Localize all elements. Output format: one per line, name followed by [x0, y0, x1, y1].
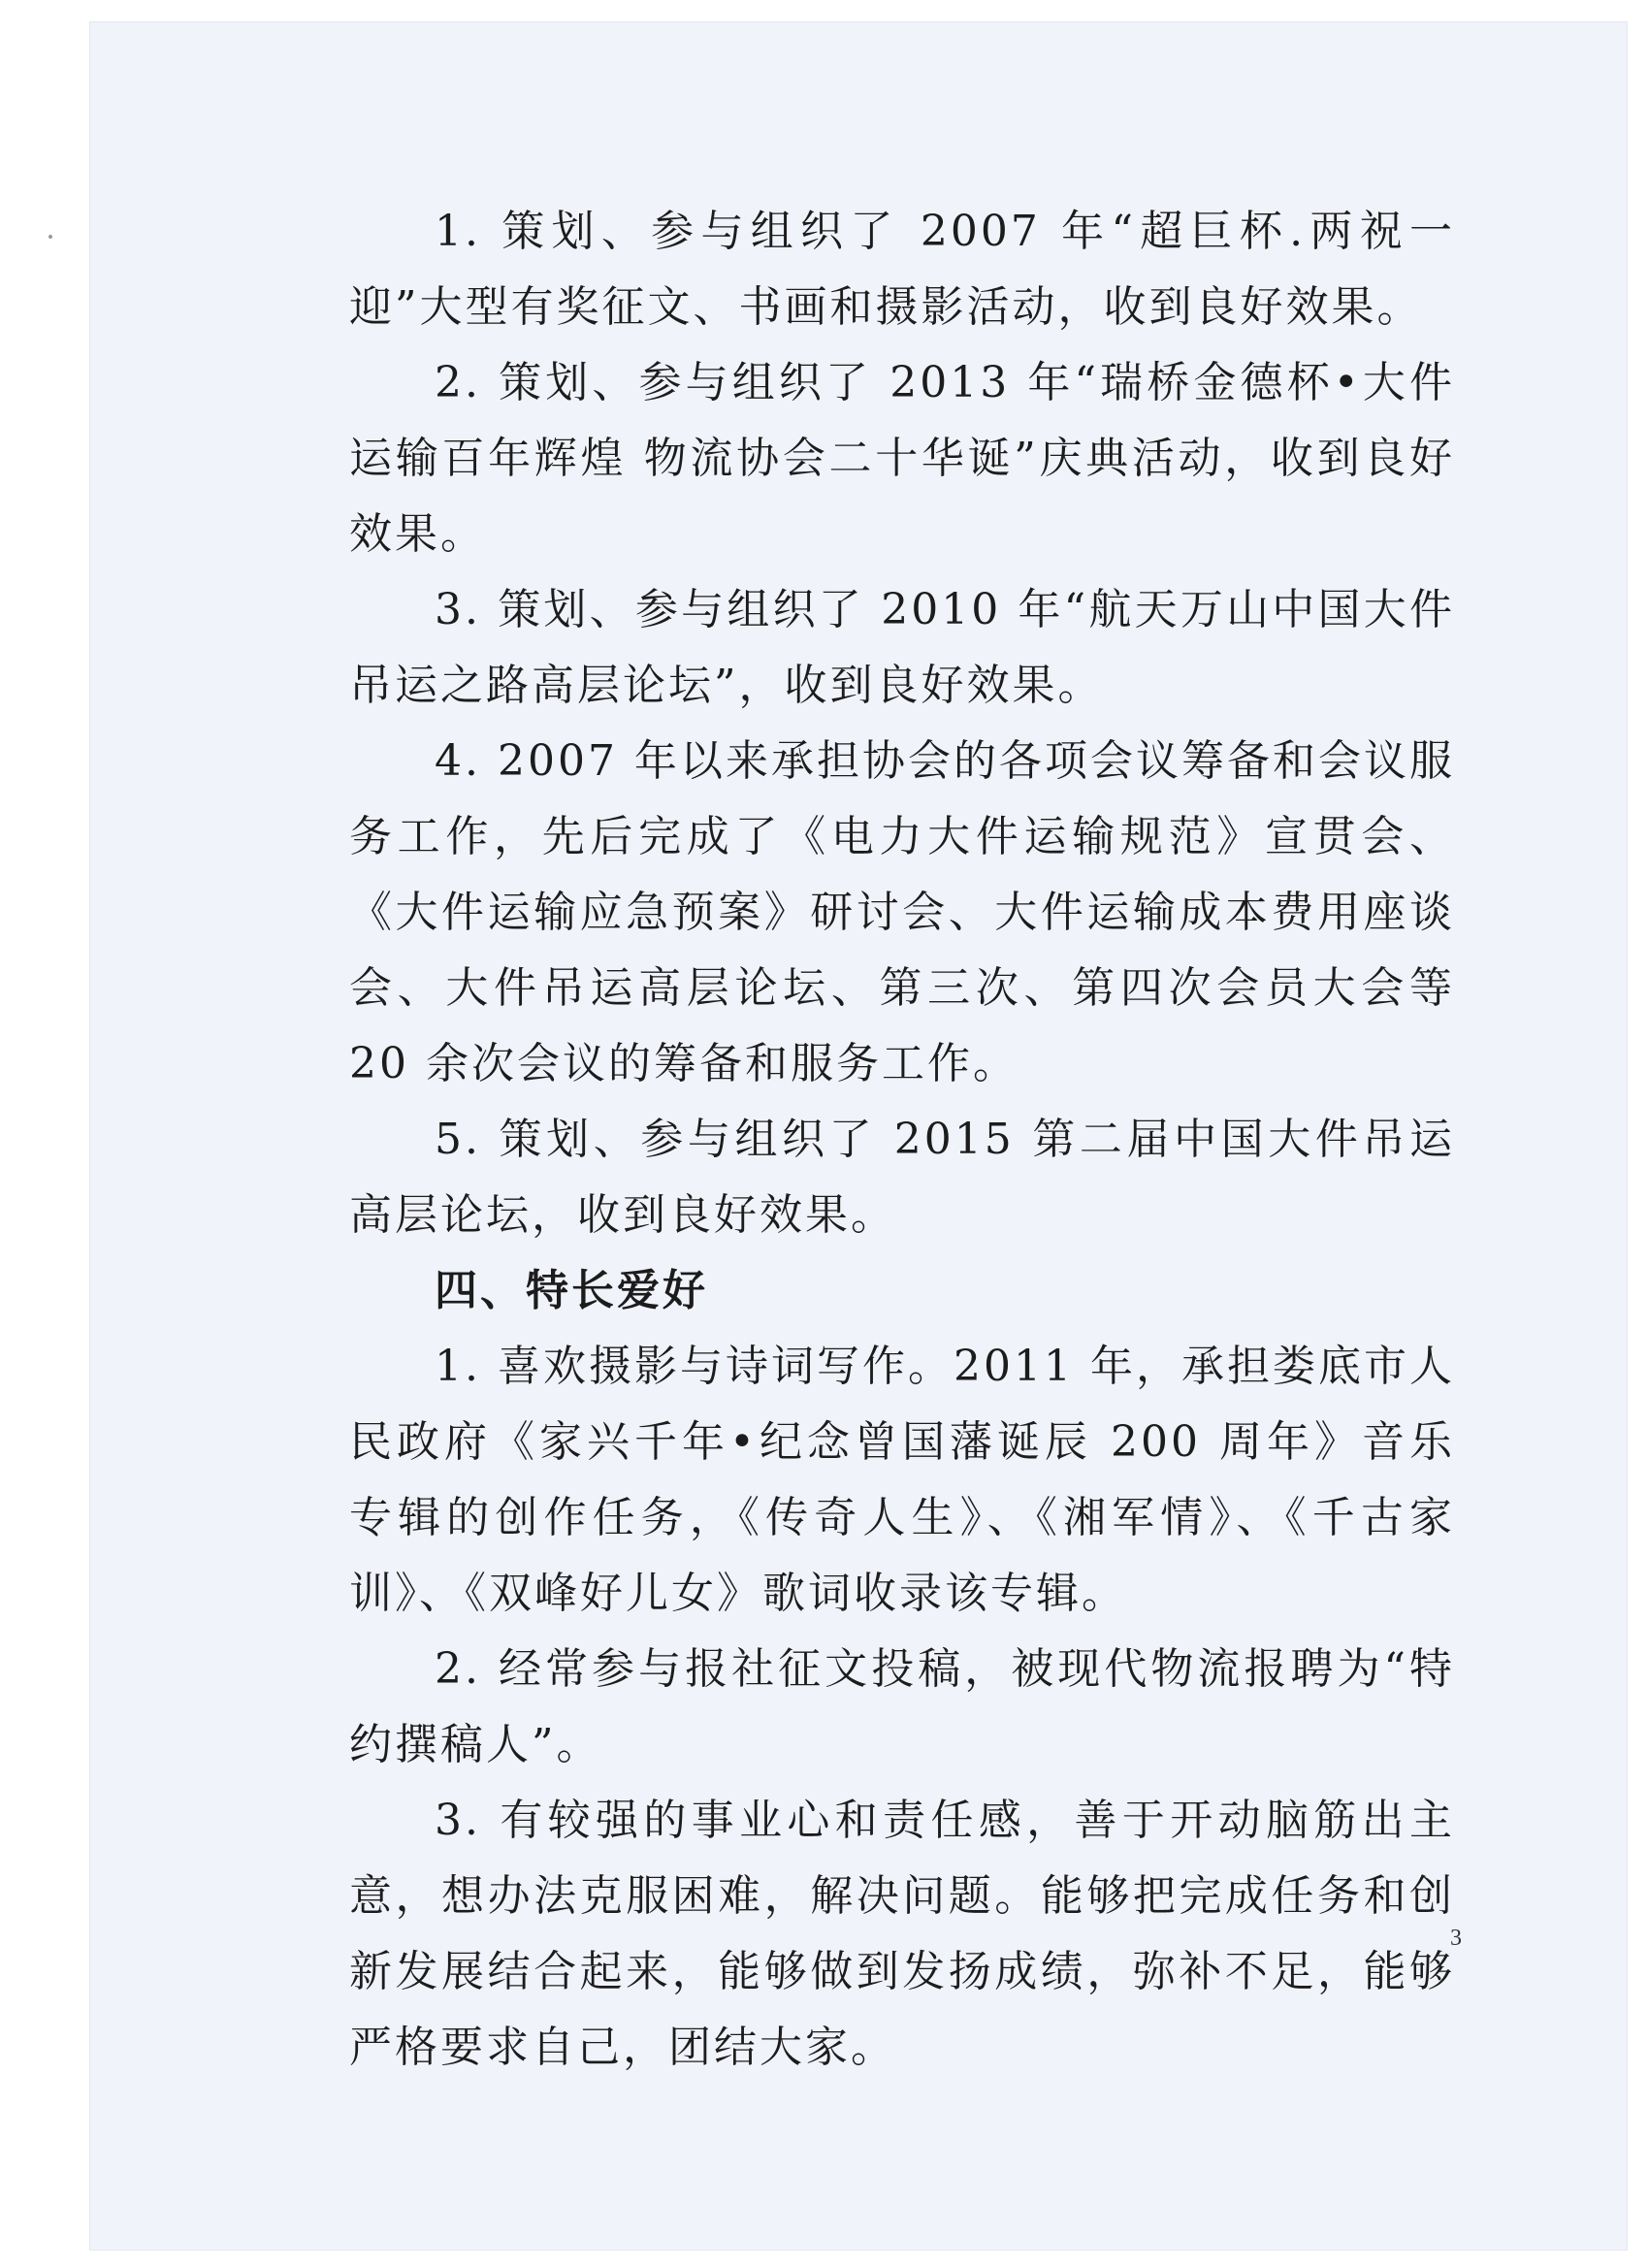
hobby-item-2: 2. 经常参与报社征文投稿，被现代物流报聘为“特约撰稿人”。 — [349, 1644, 1455, 1769]
document-body — [349, 194, 1455, 2086]
activity-item-3: 3. 策划、参与组织了 2010 年“航天万山中国大件吊运之路高层论坛”，收到良好效果。 — [349, 585, 1455, 710]
section-heading-hobbies: 四、特长爱好 — [435, 1266, 708, 1315]
activity-item-1: 1. 策划、参与组织了 2007 年“超巨杯.两祝一迎”大型有奖征文、书画和摄影活动，收到良好效果。 — [349, 207, 1455, 332]
activity-item-5: 5. 策划、参与组织了 2015 第二届中国大件吊运高层论坛，收到良好效果。 — [349, 1115, 1455, 1240]
activity-item-4: 4. 2007 年以来承担协会的各项会议筹备和会议服务工作，先后完成了《电力大件运输规范》宣贯会、《大件运输应急预案》研讨会、大件运输成本费用座谈会、大件吊运高层论坛、第三次、第四次会员大会等 20 余次会议的筹备和服务工作。 — [349, 736, 1455, 1088]
activity-item-2: 2. 策划、参与组织了 2013 年“瑞桥金德杯•大件运输百年辉煌 物流协会二十华诞”庆典活动，收到良好效果。 — [349, 358, 1455, 559]
page-number: 3 — [1450, 1926, 1462, 1951]
scan-speck — [48, 235, 52, 239]
hobby-item-3: 3. 有较强的事业心和责任感，善于开动脑筋出主意，想办法克服困难，解决问题。能够把完成任务和创新发展结合起来，能够做到发扬成绩，弥补不足，能够严格要求自己，团结大家。 — [349, 1796, 1455, 2072]
hobby-item-1: 1. 喜欢摄影与诗词写作。2011 年，承担娄底市人民政府《家兴千年•纪念曾国藩诞辰 200 周年》音乐专辑的创作任务，《传奇人生》、《湘军情》、《千古家训》、《双峰好儿女》歌词收录该专辑。 — [349, 1342, 1455, 1618]
